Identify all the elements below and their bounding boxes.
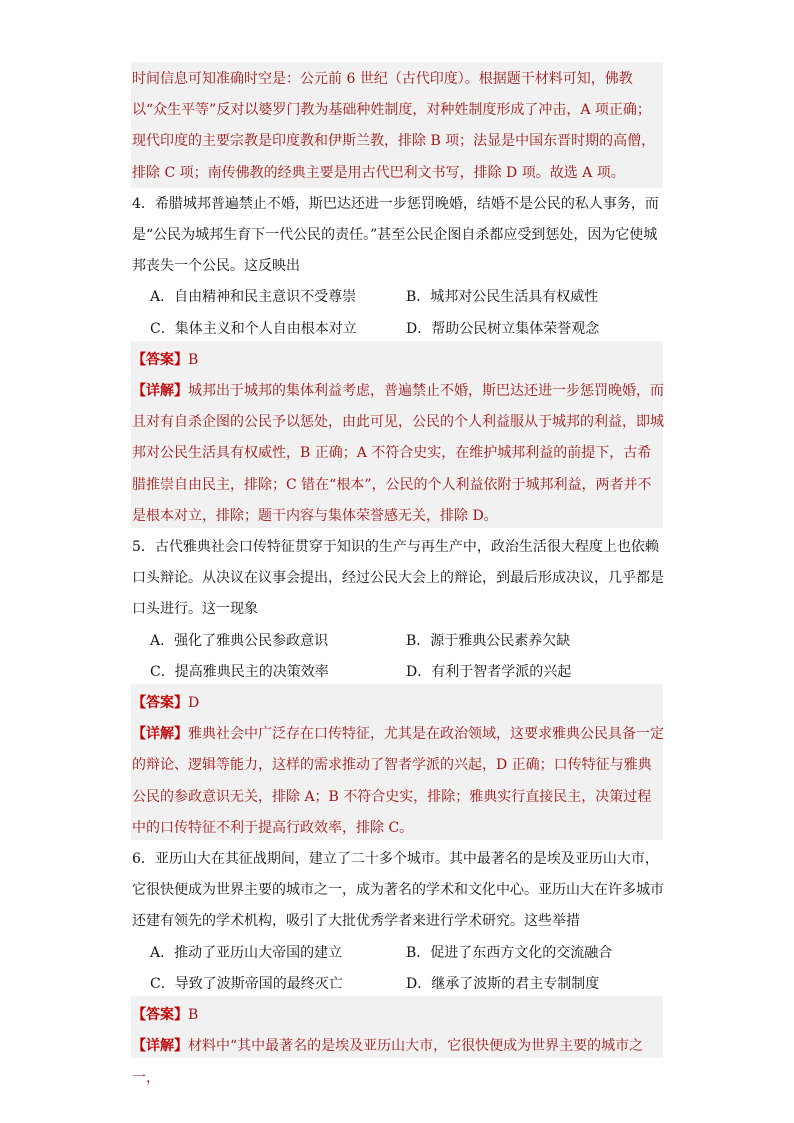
question-5-options-row-2	[132, 657, 664, 688]
question-5-answer	[132, 688, 664, 719]
detail-label: 【详解】	[132, 383, 188, 400]
question-5-detail	[132, 719, 664, 844]
q4-option-d: D．帮助公民树立集体荣誉观念	[406, 320, 600, 337]
q5-option-d: D．有利于智者学派的兴起	[406, 663, 572, 680]
question-6-detail	[132, 1031, 664, 1093]
q5-option-a: A．强化了雅典公民参政意识	[150, 632, 329, 649]
detail-label: 【详解】	[132, 1038, 188, 1055]
question-4-options-row-1	[132, 282, 664, 313]
answer-value: B	[188, 351, 199, 368]
q4-option-a: A．自由精神和民主意识不受尊崇	[150, 289, 357, 306]
q4-option-c: C．集体主义和个人自由根本对立	[150, 320, 357, 337]
q4-option-b: B．城邦对公民生活具有权威性	[406, 289, 599, 306]
question-4-options-row-2	[132, 314, 664, 345]
answer-label: 【答案】	[132, 1007, 188, 1024]
document-content	[132, 64, 664, 1094]
analysis-q3-continued: 时间信息可知准确时空是：公元前 6 世纪（古代印度）。根据题干材料可知，佛教以“众生平等”反对以婆罗门教为基础种姓制度，对种姓制度形成了冲击，A 项正确；现代印度的主要宗教是印度教和伊斯兰教，排除 B 项；法显是中国东晋时期的高僧，排除 C 项；南传佛教的经典主要是用古代巴利文书写，排除 D 项。故选 A 项。	[132, 71, 656, 181]
question-6-stem: 6．亚历山大在其征战期间，建立了二十多个城市。其中最著名的是埃及亚历山大市，它很快便成为世界主要的城市之一，成为著名的学术和文化中心。亚历山大在许多城市还建有领先的学术机构，吸引了大批优秀学者来进行学术研究。这些举措	[132, 851, 664, 930]
question-4-stem: 4．希腊城邦普遍禁止不婚，斯巴达还进一步惩罚晚婚，结婚不是公民的私人事务，而是“公民为城邦生育下一代公民的责任。”甚至公民企图自杀都应受到惩处，因为它使城邦丧失一个公民。这反映出	[132, 195, 659, 275]
question-5-stem: 5．古代雅典社会口传特征贯穿于知识的生产与再生产中，政治生活很大程度上也依赖口头辩论。从决议在议事会提出，经过公民大会上的辩论，到最后形成决议，几乎都是口头进行。这一现象	[132, 539, 664, 618]
answer-label: 【答案】	[132, 351, 188, 368]
q6-option-a: A．推动了亚历山大帝国的建立	[150, 944, 343, 961]
question-5-options-row-1	[132, 626, 664, 657]
detail-text: 材料中“其中最著名的是埃及亚历山大市，它很快便成为世界主要的城市之一，	[132, 1038, 644, 1086]
question-6-options-row-2	[132, 969, 664, 1000]
question-4-answer	[132, 345, 664, 376]
answer-value: B	[188, 1007, 199, 1024]
detail-label: 【详解】	[132, 726, 188, 743]
question-6-answer	[132, 1000, 664, 1031]
detail-text: 城邦出于城邦的集体利益考虑，普遍禁止不婚，斯巴达还进一步惩罚晚婚，而且对有自杀企图的公民予以惩处，由此可见，公民的个人利益服从于城邦的利益，即城邦对公民生活具有权威性，B 正确；A 不符合史实，在维护城邦利益的前提下，古希腊推崇自由民主，排除；C 错在“根本”，公民的个人利益依附于城邦利益，两者并不是根本对立，排除；题干内容与集体荣誉感无关，排除 D。	[132, 383, 664, 524]
q5-option-c: C．提高雅典民主的决策效率	[150, 663, 329, 680]
question-4-detail	[132, 376, 664, 532]
q6-option-c: C．导致了波斯帝国的最终灭亡	[150, 975, 343, 992]
answer-value: D	[188, 695, 200, 712]
answer-label: 【答案】	[132, 695, 188, 712]
detail-text: 雅典社会中广泛存在口传特征，尤其是在政治领域，这要求雅典公民具备一定的辩论、逻辑等能力，这样的需求推动了智者学派的兴起，D 正确；口传特征与雅典公民的参政意识无关，排除 A；B 不符合史实，排除；雅典实行直接民主，决策过程中的口传特征不利于提高行政效率，排除 C。	[132, 726, 664, 836]
q6-option-d: D．继承了波斯的君主专制制度	[406, 975, 600, 992]
question-6-options-row-1	[132, 938, 664, 969]
q6-option-b: B．促进了东西方文化的交流融合	[406, 944, 613, 961]
q5-option-b: B．源于雅典公民素养欠缺	[406, 632, 571, 649]
